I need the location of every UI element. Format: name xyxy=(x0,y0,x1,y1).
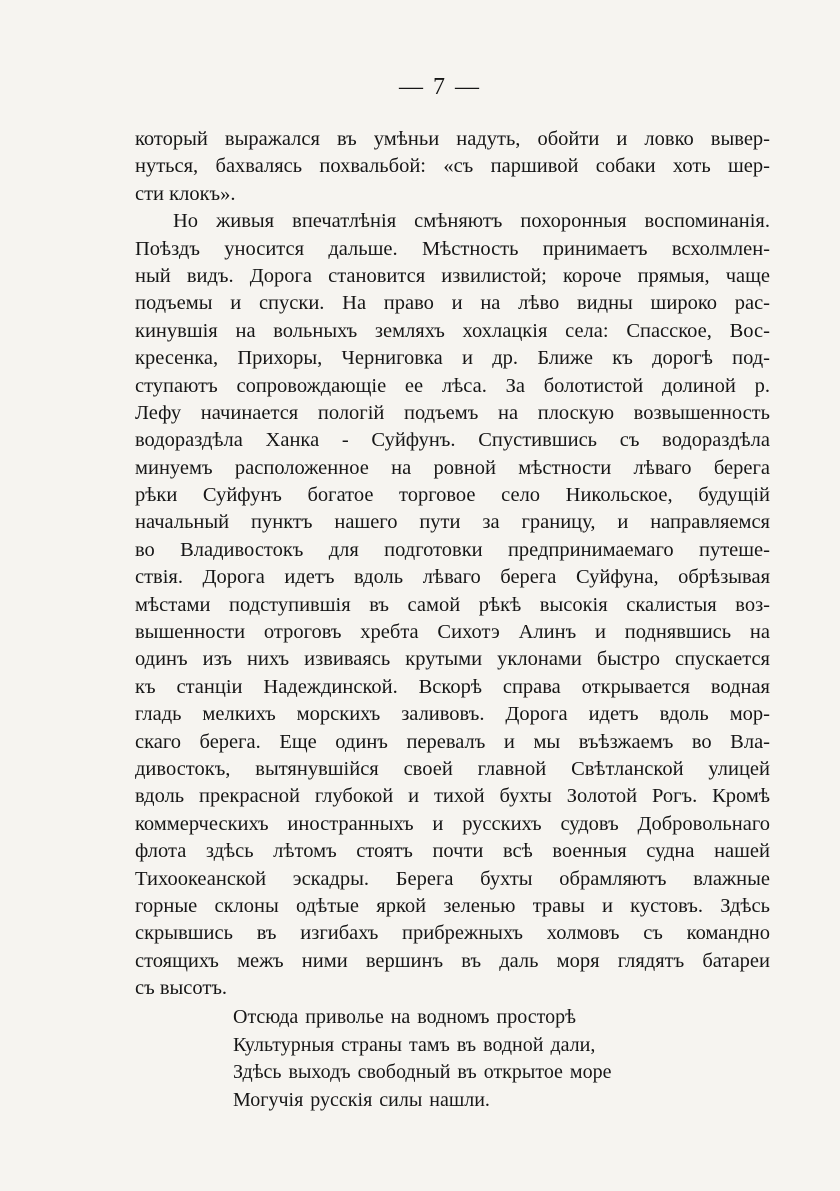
text-line: мѣстами подступившія въ самой рѣкѣ высокія скалистыя воз- xyxy=(135,593,770,616)
text-line: рѣки Суйфунъ богатое торговое село Никольское, будущій xyxy=(135,484,770,507)
main-text xyxy=(135,126,770,1003)
text-line: ступаютъ сопровождающіе ее лѣса. За болотистой долиной р. xyxy=(135,374,770,397)
text-line: подъемы и спуски. На право и на лѣво видны широко рас- xyxy=(135,292,770,315)
poem-line: Здѣсь выходъ свободный въ открытое море xyxy=(233,1061,612,1083)
text-line: кинувшія на вольныхъ земляхъ хохлацкія села: Спасское, Вос- xyxy=(135,319,770,342)
text-line: горные склоны одѣтые яркой зеленью травы и кустовъ. Здѣсь xyxy=(135,894,770,917)
text-line: Лефу начинается пологій подъемъ на плоскую возвышенность xyxy=(135,401,770,424)
text-line: который выражался въ умѣньи надуть, обойти и ловко вывер- xyxy=(135,128,770,150)
page-number: — 7 — xyxy=(399,74,481,100)
text-line: нуться, бахвалясь похвальбой: «съ паршивой собаки хоть шер- xyxy=(135,155,770,178)
text-line: Тихоокеанской эскадры. Берега бухты обрамляютъ влажные xyxy=(135,867,770,890)
text-line: минуемъ расположенное на ровной мѣстности лѣваго берега xyxy=(135,456,770,479)
paragraph-2 xyxy=(135,208,770,1002)
text-line: гладь мелкихъ морскихъ заливовъ. Дорога идетъ вдоль мор- xyxy=(135,703,770,726)
text-line: флота здѣсь лѣтомъ стоятъ почти всѣ военныя судна нашей xyxy=(135,840,770,863)
poem-line: Могучія русскія силы нашли. xyxy=(233,1088,490,1111)
text-line: съ высотъ. xyxy=(135,977,228,1000)
text-line: Поѣздъ уносится дальше. Мѣстность принимаетъ всхолмлен- xyxy=(135,237,770,260)
text-line: скаго берега. Еще одинъ перевалъ и мы въѣзжаемъ во Вла- xyxy=(135,730,770,753)
text-line: ный видъ. Дорога становится извилистой; короче прямыя, чаще xyxy=(135,264,770,287)
text-line: Но живыя впечатлѣнія смѣняютъ похоронныя воспоминанія. xyxy=(173,210,770,233)
text-line: вдоль прекрасной глубокой и тихой бухты Золотой Рогъ. Кромѣ xyxy=(135,785,770,808)
text-line: водораздѣла Ханка - Суйфунъ. Спустившись съ водораздѣла xyxy=(135,429,770,452)
text-line: вышенности отроговъ хребта Сихотэ Алинъ и поднявшись на xyxy=(135,621,770,644)
text-line: скрывшись въ изгибахъ прибрежныхъ холмовъ съ командно xyxy=(135,922,770,945)
text-line: сти клокъ». xyxy=(135,182,236,205)
text-line: одинъ изъ нихъ извиваясь крутыми уклонами быстро спускается xyxy=(135,648,770,671)
text-line: кресенка, Прихоры, Черниговка и др. Ближе къ дорогѣ под- xyxy=(135,347,770,370)
poem-quote xyxy=(233,1004,753,1114)
paragraph-1 xyxy=(135,126,770,208)
text-line: начальный пунктъ нашего пути за границу, и направляемся xyxy=(135,511,770,534)
text-line: къ станціи Надеждинской. Вскорѣ справа открывается водная xyxy=(135,675,770,698)
text-line: коммерческихъ иностранныхъ и русскихъ судовъ Добровольнаго xyxy=(135,812,770,835)
poem-line: Культурныя страны тамъ въ водной дали, xyxy=(233,1033,596,1056)
text-line: стоящихъ межъ ними вершинъ въ даль моря глядятъ батареи xyxy=(135,949,770,972)
text-line: дивостокъ, вытянувшійся своей главной Свѣтланской улицей xyxy=(135,757,770,780)
text-line: ствія. Дорога идетъ вдоль лѣваго берега Суйфуна, обрѣзывая xyxy=(135,566,770,589)
poem-line: Отсюда приволье на водномъ просторѣ xyxy=(233,1006,576,1028)
text-line: во Владивостокъ для подготовки предпринимаемаго путеше- xyxy=(135,538,770,561)
